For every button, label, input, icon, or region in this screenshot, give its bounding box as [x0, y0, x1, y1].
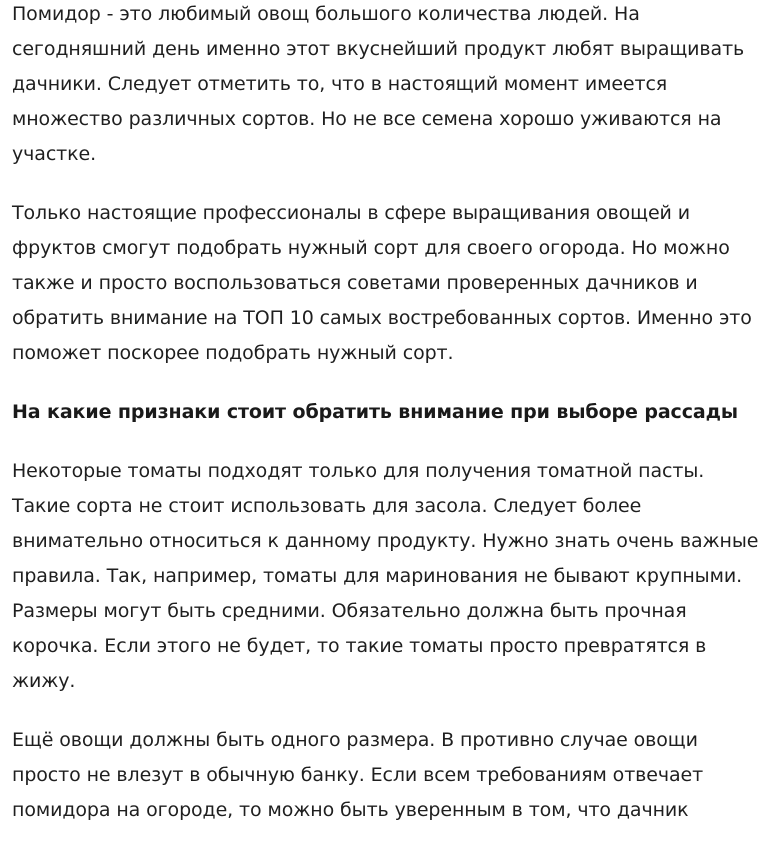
article-body — [12, 0, 764, 852]
article-paragraph-size: Ещё овощи должны быть одного размера. В противно случае овощи просто не влезут в обычную банку. Если всем требованиям отвечает помидора на огороде, то можно быть уверенным в том, что дачник — [12, 729, 704, 821]
article-paragraph-advice: Только настоящие профессионалы в сфере выращивания овощей и фруктов смогут подобрать нужный сорт для своего огорода. Но можно также и просто воспользоваться советами проверенных дачников и обратить внимание на ТОП 10 самых востребованных сортов. Именно это поможет поскорее подобрать нужный сорт. — [12, 202, 752, 364]
article-paragraph-intro: Помидор - это любимый овощ большого количества людей. На сегодняшний день именно этот вкуснейший продукт любят выращивать дачники. Следует отметить то, что в настоящий момент имеется множество различных сортов. Но не все семена хорошо уживаются на участке. — [12, 3, 745, 165]
section-heading: На какие признаки стоит обратить внимание при выборе рассады — [12, 401, 738, 423]
article-paragraph-varieties: Некоторые томаты подходят только для получения томатной пасты. Такие сорта не стоит использовать для засола. Следует более внимательно относиться к данному продукту. Нужно знать очень важные правила. Так, например, томаты для маринования не бывают крупными. Размеры могут быть средними. Обязательно должна быть прочная корочка. Если этого не будет, то такие томаты просто превратятся в жижу. — [12, 460, 759, 692]
